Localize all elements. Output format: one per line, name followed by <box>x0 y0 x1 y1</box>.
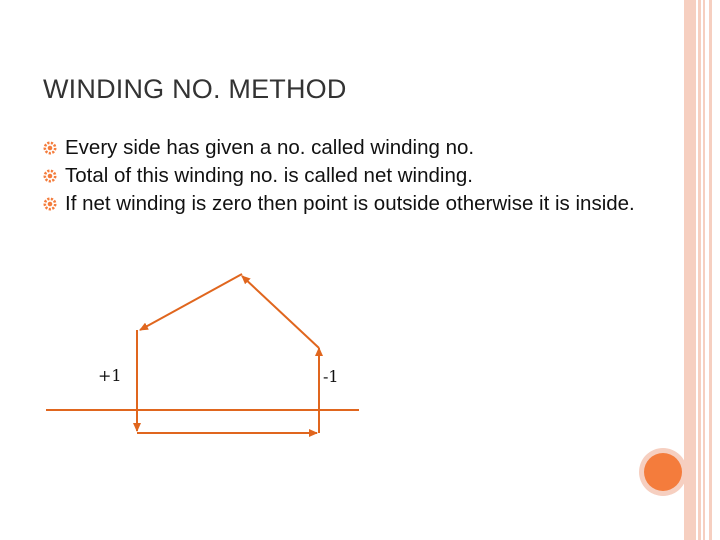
winding-label-right: -1 <box>323 367 339 386</box>
bullet-text: If net winding is zero then point is outside otherwise it is inside. <box>65 192 635 215</box>
slide-title: WINDING NO. METHOD <box>43 74 347 104</box>
polygon-edge-roof-right <box>242 276 319 348</box>
winding-label-left: +1 <box>98 366 122 385</box>
bullet-text: Every side has given a no. called winding no. <box>65 136 475 159</box>
polygon-edge-roof-left <box>140 274 242 330</box>
bullet-text: Total of this winding no. is called net winding. <box>65 164 473 187</box>
